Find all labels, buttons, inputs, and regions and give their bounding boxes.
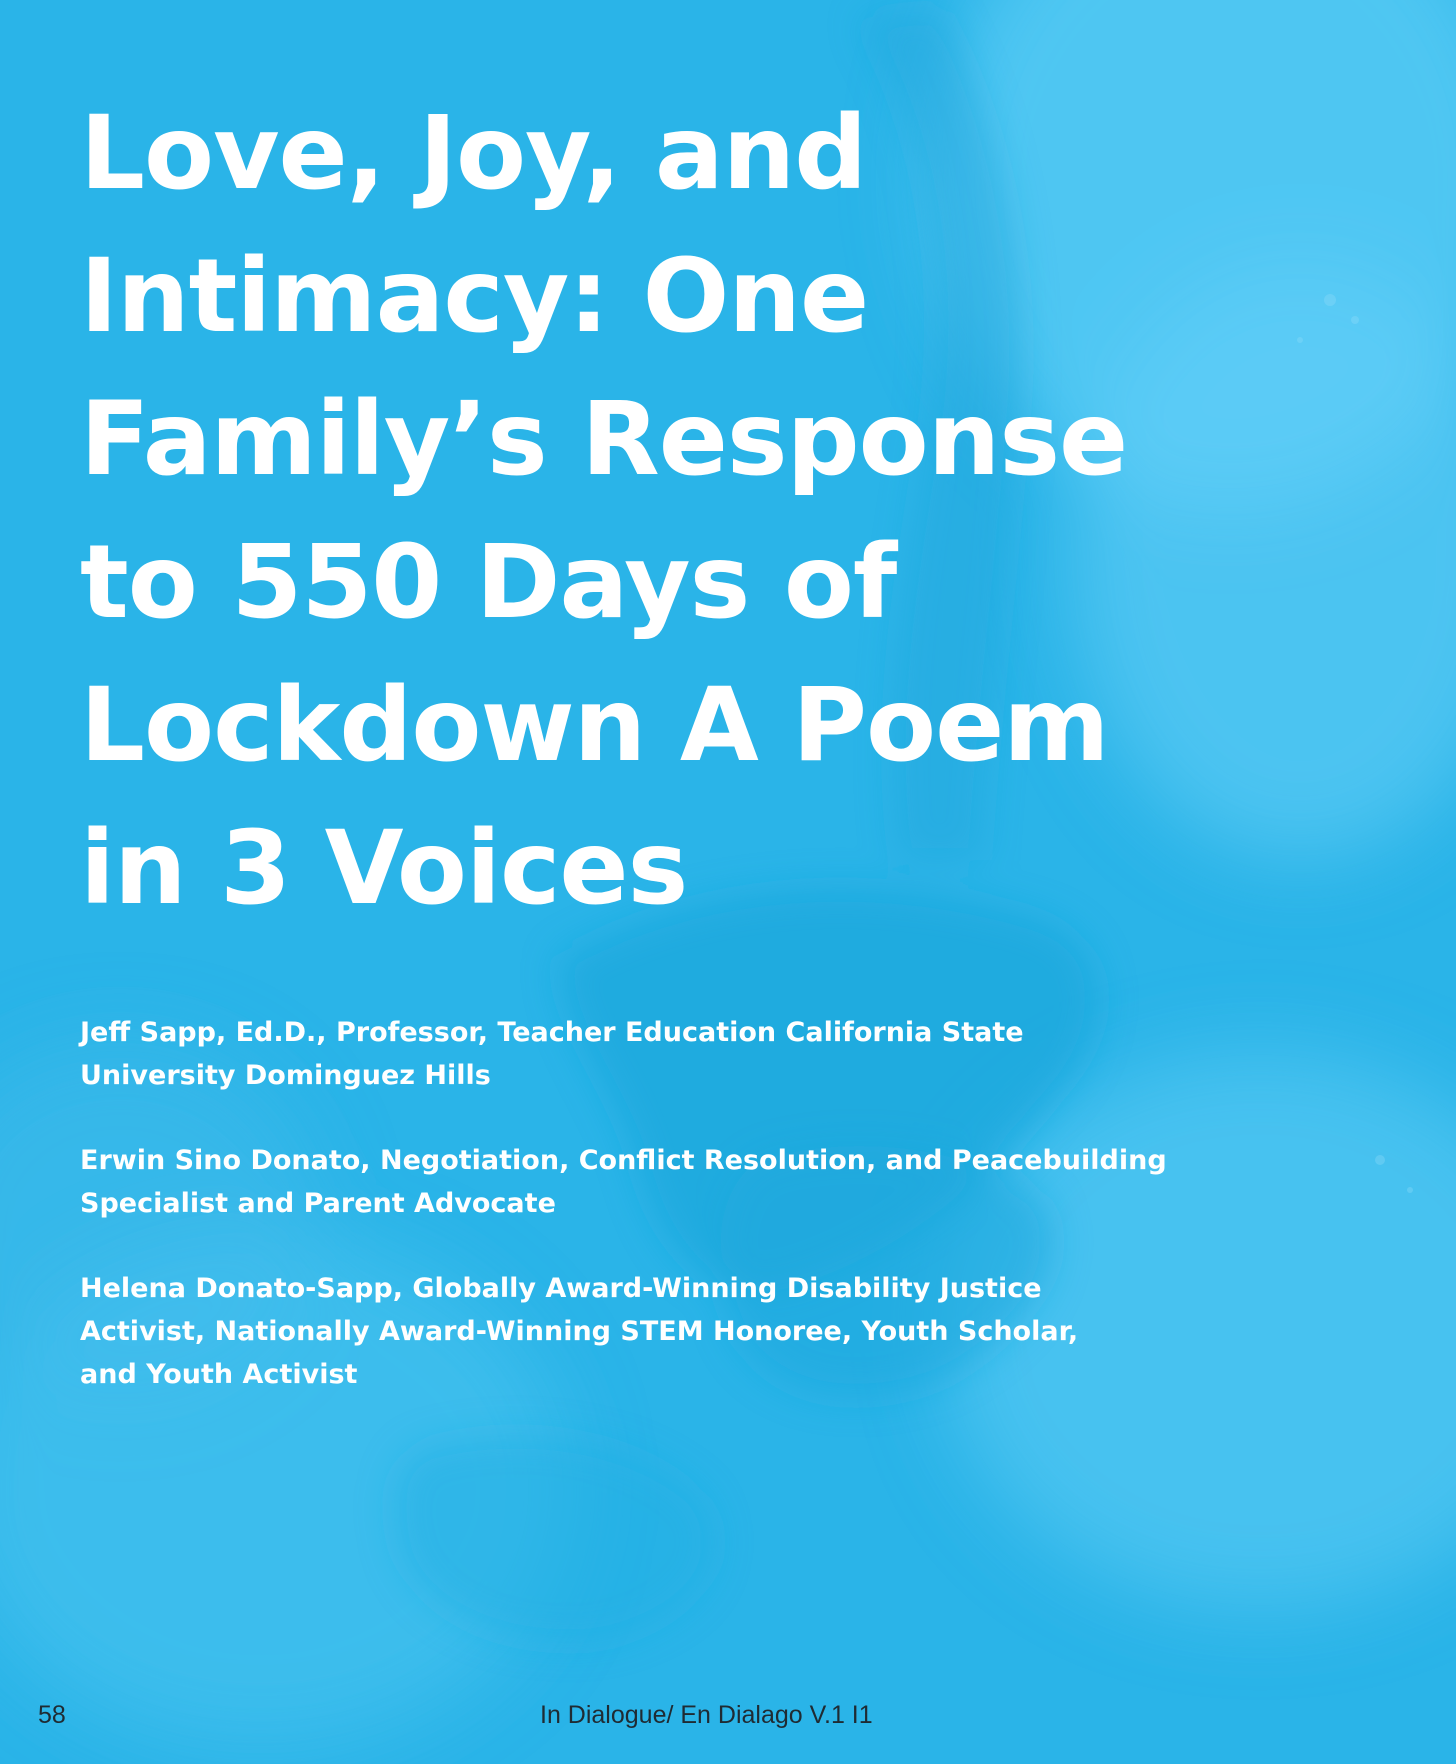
title-line: to 550 Days of bbox=[80, 523, 897, 642]
author-line: and Youth Activist bbox=[80, 1359, 358, 1390]
author-helena-donato-sapp bbox=[80, 1267, 1380, 1396]
title-line: in 3 Voices bbox=[80, 809, 688, 928]
title-line: Love, Joy, and bbox=[80, 94, 867, 213]
page-number: 58 bbox=[38, 1701, 66, 1729]
title-line: Family’s Response bbox=[80, 380, 1128, 499]
journal-name: In Dialogue/ En Dialago V.1 I1 bbox=[540, 1701, 873, 1729]
author-line: Activist, Nationally Award-Winning STEM Honoree, Youth Scholar, bbox=[80, 1316, 1079, 1347]
author-line: Helena Donato-Sapp, Globally Award-Winning Disability Justice bbox=[80, 1273, 1042, 1304]
title-line: Intimacy: One bbox=[80, 237, 869, 356]
author-line: Erwin Sino Donato, Negotiation, Conflict Resolution, and Peacebuilding bbox=[80, 1145, 1167, 1176]
author-jeff-sapp bbox=[80, 1011, 1380, 1097]
author-line: Specialist and Parent Advocate bbox=[80, 1188, 556, 1219]
author-line: Jeff Sapp, Ed.D., Professor, Teacher Education California State bbox=[80, 1017, 1024, 1048]
author-list bbox=[80, 1011, 1380, 1438]
article-title bbox=[80, 82, 1320, 940]
title-line: Lockdown A Poem bbox=[80, 666, 1109, 785]
author-erwin-sino-donato bbox=[80, 1139, 1380, 1225]
author-line: University Dominguez Hills bbox=[80, 1060, 491, 1091]
